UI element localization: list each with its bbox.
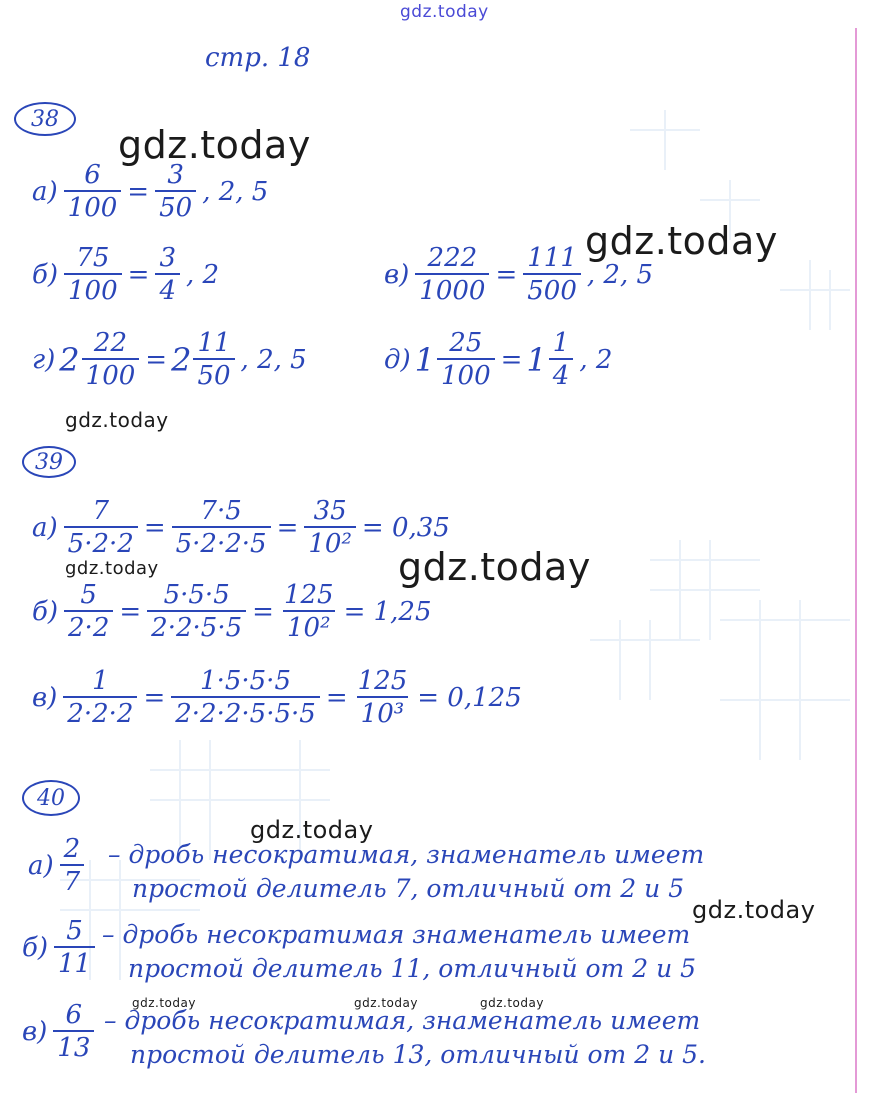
fraction: $\frac{35}{\text{10²}}$: [304, 498, 356, 557]
equals-sign: =: [252, 596, 274, 627]
page-reference: стр. 18: [205, 43, 311, 73]
whole-part: 2: [59, 340, 80, 379]
equals-sign: =: [127, 259, 150, 290]
task-39-number-text: 39: [35, 449, 63, 475]
fraction: $\frac{1}{2\cdot 2\cdot 2}$: [63, 668, 137, 727]
watermark-large-1: gdz.today: [118, 123, 311, 167]
fraction: $\frac{2}{7}$: [60, 836, 85, 895]
task-39-number: [22, 446, 76, 478]
task-38-number-text: 38: [31, 106, 59, 132]
fraction: $\frac{22}{100}$: [82, 330, 140, 389]
task-38-a: [28, 162, 272, 221]
equals-sign: =: [276, 512, 299, 543]
fraction: $\frac{5}{2\cdot 2}$: [64, 582, 113, 641]
item-tail: , 2, 5: [240, 344, 307, 375]
fraction: $\frac{125}{\text{10³}}$: [357, 666, 408, 729]
watermark-small-2: gdz.today: [65, 558, 159, 579]
watermark-tiny-1: gdz.today: [132, 996, 196, 1010]
item-label: г): [32, 344, 56, 375]
fraction: $\frac{1\cdot 5\cdot 5\cdot 5}{2\cdot 2\cdot 2\cdot 5\cdot 5\cdot 5}$: [171, 668, 320, 727]
fraction: $\frac{7}{5\cdot 2\cdot 2}$: [64, 498, 138, 557]
watermark-tiny-2: gdz.today: [354, 996, 418, 1010]
fraction: $\frac{5\cdot 5\cdot 5}{2\cdot 2\cdot 5\cdot 5}$: [147, 582, 246, 641]
fraction: $\frac{6}{13}$: [53, 1002, 94, 1061]
task-39-b: [28, 582, 436, 641]
fraction: $\frac{3}{50}$: [155, 162, 196, 221]
equals-sign: =: [143, 682, 166, 713]
item-label: а): [28, 850, 54, 881]
item-label: в): [384, 259, 410, 290]
fraction: $\frac{5}{11}$: [54, 918, 95, 977]
task-39-v: [28, 668, 526, 727]
fraction: $\frac{111}{500}$: [523, 245, 581, 304]
equals-sign: =: [119, 596, 142, 627]
whole-part: 1: [526, 340, 547, 379]
fraction: $\frac{125}{\text{10²}}$: [283, 580, 334, 643]
task-38-number: [14, 102, 76, 136]
task-40-b-head: [18, 918, 97, 977]
task-38-b: [28, 245, 223, 304]
item-label: в): [32, 682, 58, 713]
task-38-g: [28, 330, 311, 389]
fraction: $\frac{222}{1000}$: [415, 245, 489, 304]
task-40-a-head: [24, 836, 86, 895]
equals-sign: =: [325, 682, 348, 713]
fraction: $\frac{1}{4}$: [549, 330, 574, 389]
task-40-b-line1: – дробь несократимая знаменатель имеет: [102, 920, 691, 949]
whole-part: 2: [171, 340, 192, 379]
fraction: $\frac{11}{50}$: [193, 330, 234, 389]
item-tail: , 2: [579, 344, 613, 375]
watermark-top: gdz.today: [400, 2, 489, 22]
item-label: б): [22, 932, 49, 963]
margin-line: [855, 28, 857, 1093]
task-40-number: [22, 780, 80, 816]
item-tail: , 2, 5: [586, 259, 654, 290]
item-label: б): [32, 596, 59, 627]
fraction: $\frac{7\cdot 5}{5\cdot 2\cdot 2\cdot 5}$: [172, 498, 271, 557]
item-tail: = 0,125: [417, 682, 522, 713]
item-label: б): [32, 259, 59, 290]
task-40-v-line2: простой делитель 13, отличный от 2 и 5.: [130, 1040, 706, 1069]
item-tail: , 2: [186, 259, 220, 290]
item-label: в): [22, 1016, 48, 1047]
item-label: д): [384, 344, 411, 375]
watermark-medium-2: gdz.today: [692, 896, 816, 924]
fraction: $\frac{6}{100}$: [64, 162, 122, 221]
task-40-number-text: 40: [37, 785, 65, 811]
task-39-a: [28, 498, 454, 557]
fraction: $\frac{75}{100}$: [64, 245, 122, 304]
watermark-large-2: gdz.today: [585, 219, 778, 263]
item-label: а): [32, 176, 58, 207]
fraction: $\frac{25}{100}$: [437, 330, 495, 389]
equals-sign: =: [500, 344, 523, 375]
watermark-medium-1: gdz.today: [250, 816, 374, 844]
task-40-a-line2: простой делитель 7, отличный от 2 и 5: [132, 874, 685, 903]
task-40-v-line1: – дробь несократимая, знаменатель имеет: [104, 1006, 701, 1035]
item-label: а): [32, 512, 58, 543]
watermark-large-3: gdz.today: [398, 545, 591, 589]
task-40-a-line1: – дробь несократимая, знаменатель имеет: [108, 840, 705, 869]
task-40-b-line2: простой делитель 11, отличный от 2 и 5: [128, 954, 697, 983]
equals-sign: =: [143, 512, 166, 543]
item-tail: , 2, 5: [202, 176, 269, 207]
item-tail: = 0,35: [361, 512, 450, 543]
equals-sign: =: [495, 259, 518, 290]
equals-sign: =: [145, 344, 168, 375]
task-40-v-head: [18, 1002, 96, 1061]
watermark-small-1: gdz.today: [65, 408, 169, 432]
task-38-d: [380, 330, 616, 389]
whole-part: 1: [414, 340, 435, 379]
watermark-tiny-3: gdz.today: [480, 996, 544, 1010]
item-tail: = 1,25: [343, 596, 432, 627]
equals-sign: =: [127, 176, 150, 207]
fraction: $\frac{3}{4}$: [155, 245, 180, 304]
